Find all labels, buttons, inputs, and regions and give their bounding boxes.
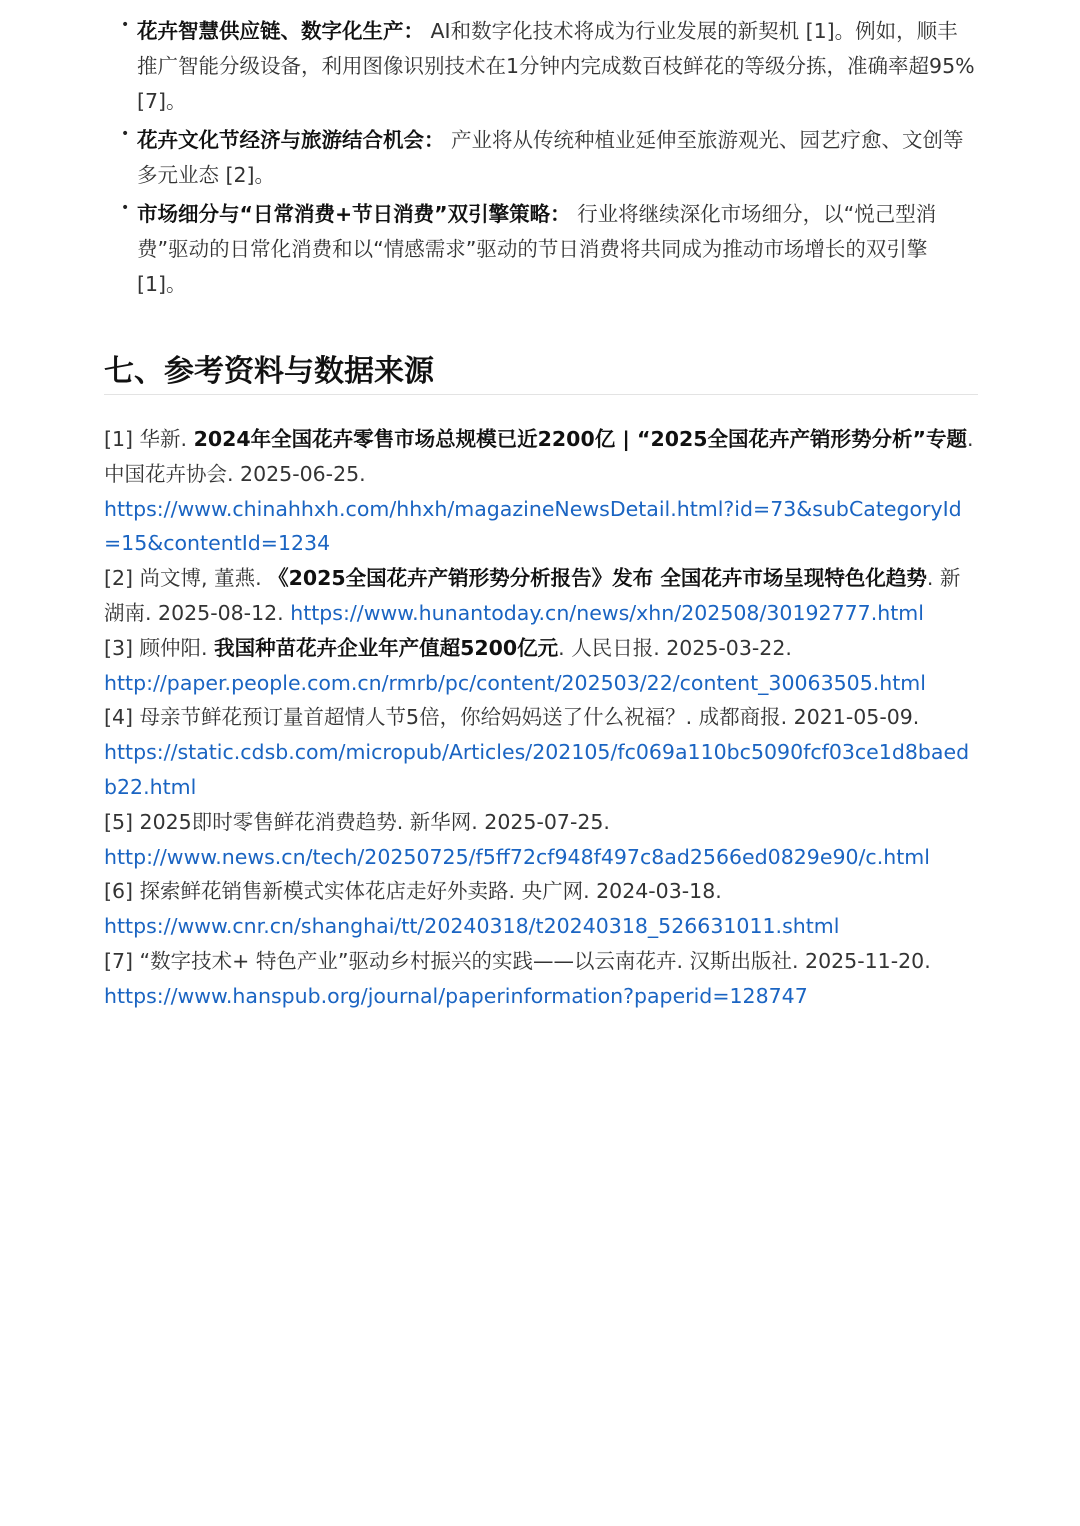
bullet-text: 行业将继续深化市场细分，以“悦己型消费”驱动的日常化消费和以“情感需求”驱动的节日消费将共同成为推动市场增长的双引擎 [1]。 — [137, 202, 937, 296]
section-heading: 七、参考资料与数据来源 — [104, 352, 978, 395]
reference-link[interactable]: https://static.cdsb.com/micropub/Articles/202105/fc069a110bc5090fcf03ce1d8baedb22.html — [104, 740, 970, 799]
reference-link[interactable]: https://www.chinahhxh.com/hhxh/magazineNewsDetail.html?id=73&subCategoryId=15&contentId=1234 — [104, 496, 962, 556]
reference-prefix: [6] 探索鲜花销售新模式实体花店走好外卖路. 央广网. 2024-03-18. — [104, 879, 722, 904]
reference-prefix: [4] 母亲节鲜花预订量首超情人节5倍，你给妈妈送了什么祝福？. 成都商报. 2021-05-09. — [104, 705, 920, 730]
bullet-item — [104, 197, 978, 302]
reference-link[interactable]: https://www.cnr.cn/shanghai/tt/20240318/t20240318_526631011.shtml — [104, 914, 840, 939]
trend-bullet-list — [104, 14, 978, 306]
reference-list — [104, 422, 978, 1014]
reference-prefix: [1] 华新. — [104, 427, 194, 451]
reference-title: 2024年全国花卉零售市场总规模已近2200亿 | “2025全国花卉产销形势分析”专题 — [193, 427, 967, 451]
reference-link[interactable]: https://www.hanspub.org/journal/paperinformation?paperid=128747 — [104, 983, 808, 1008]
reference-suffix: . 新湖南. 2025-08-12. — [104, 566, 961, 625]
reference-link[interactable]: http://www.news.cn/tech/20250725/f5ff72cf948f497c8ad2566ed0829e90/c.html — [104, 844, 930, 869]
reference-prefix: [7] “数字技术+ 特色产业”驱动乡村振兴的实践——以云南花卉. 汉斯出版社. 2025-11-20. — [104, 948, 931, 973]
bullet-title: 花卉文化节经济与旅游结合机会： — [137, 128, 445, 152]
bullet-title: 市场细分与“日常消费+节日消费”双引擎策略： — [137, 202, 571, 226]
reference-suffix: . 中国花卉协会. 2025-06-25. — [104, 427, 974, 486]
bullet-text: AI和数字化技术将成为行业发展的新契机 [1]。例如，顺丰推广智能分级设备，利用图像识别技术在1分钟内完成数百枝鲜花的等级分拣，准确率超95% [7]。 — [137, 19, 975, 113]
bullet-item — [104, 123, 978, 193]
reference-link[interactable]: https://www.hunantoday.cn/news/xhn/202508/30192777.html — [290, 600, 924, 625]
reference-link[interactable]: http://paper.people.com.cn/rmrb/pc/content/202503/22/content_30063505.html — [104, 670, 926, 695]
reference-item — [104, 561, 978, 631]
reference-item — [104, 944, 978, 1014]
reference-item — [104, 700, 978, 804]
reference-suffix: . 人民日报. 2025-03-22. — [558, 635, 792, 660]
bullet-item — [104, 14, 978, 119]
reference-item — [104, 805, 978, 875]
reference-item — [104, 874, 978, 944]
bullet-title: 花卉智慧供应链、数字化生产： — [137, 19, 424, 43]
bullet-text: 产业将从传统种植业延伸至旅游观光、园艺疗愈、文创等多元业态 [2]。 — [137, 128, 964, 187]
reference-item — [104, 422, 978, 561]
reference-prefix: [5] 2025即时零售鲜花消费趋势. 新华网. 2025-07-25. — [104, 809, 610, 834]
reference-prefix: [3] 顾仲阳. — [104, 635, 215, 660]
reference-title: 我国种苗花卉企业年产值超5200亿元 — [214, 635, 559, 660]
bullet-dot-icon: • — [121, 17, 130, 33]
bullet-dot-icon: • — [121, 126, 130, 142]
bullet-dot-icon: • — [121, 200, 130, 216]
reference-item — [104, 631, 978, 701]
reference-prefix: [2] 尚文博, 董燕. — [104, 566, 269, 591]
reference-title: 《2025全国花卉产销形势分析报告》发布 全国花卉市场呈现特色化趋势 — [268, 566, 927, 591]
